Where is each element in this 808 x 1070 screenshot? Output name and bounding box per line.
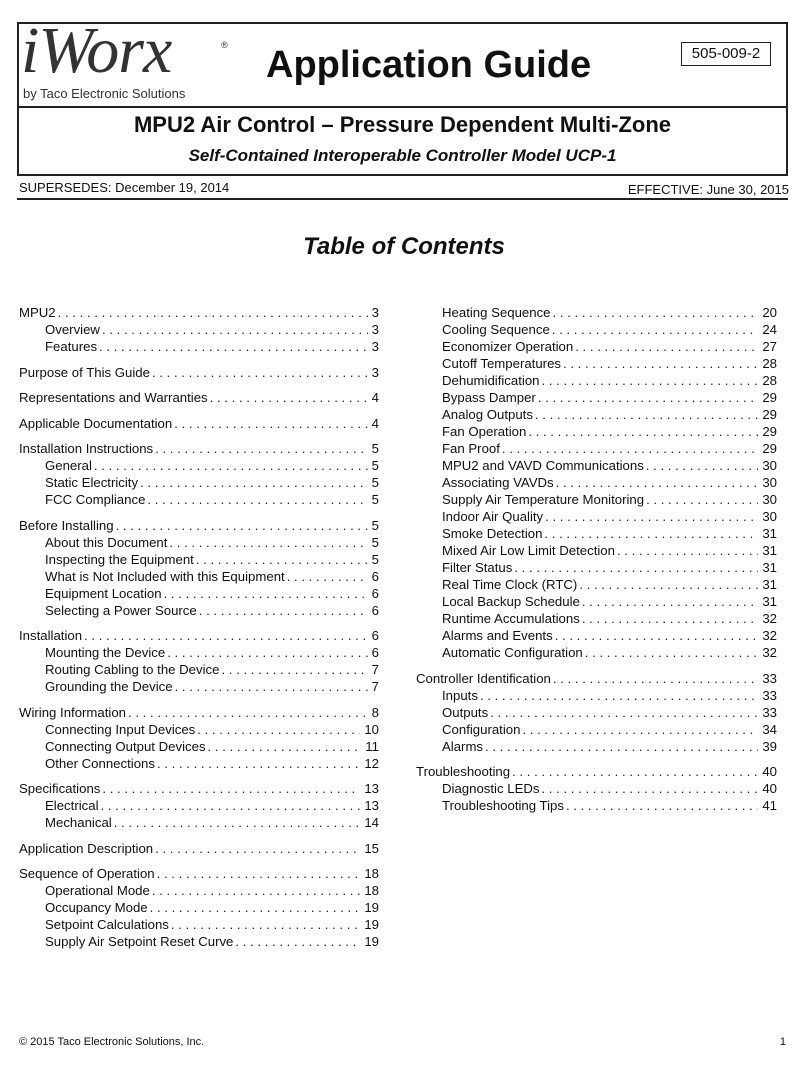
document-type-title: Application Guide: [266, 44, 592, 86]
toc-entry[interactable]: [19, 389, 379, 406]
toc-entry-page: 18: [364, 866, 379, 881]
toc-dot-leader: [563, 355, 758, 372]
document-subtitle: Self-Contained Interoperable Controller Model UCP-1: [188, 146, 617, 165]
toc-entry[interactable]: [19, 704, 379, 721]
toc-entry-label: Mechanical: [45, 815, 112, 830]
toc-dot-leader: [566, 797, 758, 814]
toc-entry-label: Fan Proof: [442, 441, 500, 456]
toc-dot-leader: [617, 542, 758, 559]
toc-dot-leader: [99, 338, 368, 355]
toc-entry[interactable]: [442, 704, 777, 721]
toc-dot-leader: [155, 840, 360, 857]
toc-entry-label: Associating VAVDs: [442, 475, 554, 490]
toc-entry-page: 3: [371, 365, 379, 380]
toc-entry-label: Before Installing: [19, 518, 114, 533]
toc-entry[interactable]: [442, 406, 777, 423]
toc-entry[interactable]: [45, 933, 379, 950]
toc-entry-label: Bypass Damper: [442, 390, 536, 405]
toc-entry[interactable]: [442, 610, 777, 627]
toc-entry-page: 19: [364, 900, 379, 915]
toc-entry[interactable]: [442, 440, 777, 457]
toc-entry-page: 15: [364, 841, 379, 856]
toc-entry[interactable]: [19, 364, 379, 381]
supersedes-date: SUPERSEDES: December 19, 2014: [19, 180, 230, 195]
toc-entry-label: Diagnostic LEDs: [442, 781, 540, 796]
toc-entry-label: Setpoint Calculations: [45, 917, 169, 932]
toc-dot-leader: [155, 440, 368, 457]
toc-entry[interactable]: [45, 882, 379, 899]
toc-entry[interactable]: [19, 627, 379, 644]
toc-entry[interactable]: [442, 687, 777, 704]
toc-entry[interactable]: [45, 644, 379, 661]
toc-entry-page: 10: [364, 722, 379, 737]
toc-entry[interactable]: [416, 763, 777, 780]
toc-entry[interactable]: [442, 780, 777, 797]
toc-dot-leader: [174, 415, 367, 432]
toc-dot-leader: [196, 551, 368, 568]
toc-dot-leader: [152, 882, 360, 899]
toc-entry-page: 31: [762, 560, 777, 575]
toc-entry[interactable]: [19, 304, 379, 321]
toc-dot-leader: [582, 610, 759, 627]
toc-entry[interactable]: [45, 755, 379, 772]
toc-entry-page: 30: [762, 475, 777, 490]
toc-dot-leader: [555, 627, 759, 644]
toc-entry-page: 29: [762, 390, 777, 405]
toc-entry[interactable]: [442, 542, 777, 559]
toc-entry-page: 11: [365, 739, 379, 754]
toc-entry-label: Cooling Sequence: [442, 322, 550, 337]
toc-dot-leader: [542, 372, 759, 389]
toc-entry-label: Features: [45, 339, 98, 354]
toc-entry-label: Filter Status: [442, 560, 513, 575]
toc-entry[interactable]: [45, 797, 379, 814]
toc-entry-label: FCC Compliance: [45, 492, 146, 507]
toc-entry-label: What is Not Included with this Equipment: [45, 569, 285, 584]
toc-dot-leader: [646, 491, 758, 508]
toc-dot-leader: [512, 763, 758, 780]
toc-entry-label: Dehumidification: [442, 373, 540, 388]
toc-entry-label: Supply Air Setpoint Reset Curve: [45, 934, 234, 949]
toc-entry-label: Sequence of Operation: [19, 866, 155, 881]
toc-dot-leader: [585, 644, 759, 661]
toc-entry-page: 20: [762, 305, 777, 320]
toc-dot-leader: [582, 593, 758, 610]
toc-dot-leader: [235, 933, 360, 950]
toc-dot-leader: [541, 780, 758, 797]
toc-entry-page: 19: [364, 934, 379, 949]
toc-entry-label: Outputs: [442, 705, 489, 720]
toc-entry-page: 6: [371, 645, 379, 660]
toc-entry[interactable]: [19, 415, 379, 432]
toc-entry-label: Smoke Detection: [442, 526, 543, 541]
toc-entry-label: Wiring Information: [19, 705, 127, 720]
toc-dot-leader: [538, 389, 759, 406]
toc-dot-leader: [116, 517, 368, 534]
toc-dot-leader: [169, 534, 367, 551]
toc-entry-label: General: [45, 458, 92, 473]
toc-entry-page: 41: [762, 798, 777, 813]
toc-entry-page: 39: [762, 739, 777, 754]
toc-entry[interactable]: [45, 602, 379, 619]
toc-entry-label: Inputs: [442, 688, 478, 703]
toc-entry[interactable]: [442, 389, 777, 406]
toc-dot-leader: [175, 678, 368, 695]
toc-dot-leader: [485, 738, 758, 755]
toc-entry-page: 30: [762, 509, 777, 524]
toc-entry-page: 19: [364, 917, 379, 932]
toc-dot-leader: [208, 738, 362, 755]
toc-dot-leader: [545, 508, 758, 525]
logo-tagline: by Taco Electronic Solutions: [23, 86, 186, 101]
toc-dot-leader: [150, 899, 361, 916]
toc-entry[interactable]: [45, 457, 379, 474]
toc-entry-label: Other Connections: [45, 756, 155, 771]
toc-dot-leader: [514, 559, 758, 576]
toc-entry-page: 29: [762, 424, 777, 439]
toc-entry-label: Selecting a Power Source: [45, 603, 197, 618]
toc-dot-leader: [152, 364, 368, 381]
toc-entry-page: 5: [371, 535, 379, 550]
toc-entry-label: Applicable Documentation: [19, 416, 173, 431]
toc-entry-page: 32: [762, 628, 777, 643]
toc-dot-leader: [140, 474, 368, 491]
toc-entry-page: 32: [762, 611, 777, 626]
toc-dot-leader: [157, 865, 361, 882]
toc-dot-leader: [102, 321, 368, 338]
toc-entry-label: MPU2 and VAVD Communications: [442, 458, 644, 473]
toc-entry[interactable]: [442, 559, 777, 576]
toc-dot-leader: [114, 814, 361, 831]
toc-entry-page: 8: [371, 705, 379, 720]
toc-entry[interactable]: [442, 338, 777, 355]
toc-entry[interactable]: [19, 780, 379, 797]
toc-dot-leader: [490, 704, 758, 721]
toc-entry-label: Operational Mode: [45, 883, 150, 898]
toc-dot-leader: [544, 525, 758, 542]
toc-entry[interactable]: [416, 670, 777, 687]
toc-entry[interactable]: [45, 551, 379, 568]
toc-entry-page: 14: [364, 815, 379, 830]
effective-date: EFFECTIVE: June 30, 2015: [627, 182, 789, 197]
toc-entry-page: 5: [371, 458, 379, 473]
toc-dot-leader: [197, 721, 360, 738]
toc-entry[interactable]: [442, 372, 777, 389]
toc-entry[interactable]: [442, 423, 777, 440]
toc-entry[interactable]: [45, 678, 379, 695]
toc-entry-label: Routing Cabling to the Device: [45, 662, 220, 677]
toc-entry[interactable]: [45, 814, 379, 831]
header-box: [17, 14, 788, 176]
toc-entry-page: 30: [762, 458, 777, 473]
toc-entry-page: 5: [371, 475, 379, 490]
toc-dot-leader: [575, 338, 758, 355]
toc-entry-page: 40: [762, 764, 777, 779]
toc-entry-page: 3: [371, 305, 379, 320]
toc-entry[interactable]: [442, 797, 777, 814]
toc-entry[interactable]: [442, 321, 777, 338]
toc-dot-leader: [556, 474, 759, 491]
toc-entry-page: 31: [762, 526, 777, 541]
toc-entry[interactable]: [442, 525, 777, 542]
toc-dot-leader: [221, 661, 367, 678]
toc-entry[interactable]: [19, 840, 379, 857]
toc-dot-leader: [502, 440, 758, 457]
toc-entry-page: 3: [371, 322, 379, 337]
toc-dot-leader: [210, 389, 368, 406]
toc-entry-page: 33: [762, 671, 777, 686]
toc-entry-label: Troubleshooting Tips: [442, 798, 564, 813]
toc-entry-page: 33: [762, 688, 777, 703]
toc-entry-label: Mixed Air Low Limit Detection: [442, 543, 615, 558]
toc-entry-label: Real Time Clock (RTC): [442, 577, 578, 592]
logo-registered-mark: ®: [221, 40, 228, 50]
toc-entry-label: Local Backup Schedule: [442, 594, 580, 609]
toc-entry-page: 7: [371, 679, 379, 694]
toc-entry-page: 5: [371, 441, 379, 456]
toc-dot-leader: [553, 304, 759, 321]
toc-entry-page: 24: [762, 322, 777, 337]
toc-entry-label: MPU2: [19, 305, 56, 320]
footer-page-number: 1: [779, 1036, 786, 1048]
toc-entry-page: 28: [762, 373, 777, 388]
toc-entry-label: Overview: [45, 322, 100, 337]
toc-entry-page: 33: [762, 705, 777, 720]
toc-entry-label: Static Electricity: [45, 475, 139, 490]
toc-entry[interactable]: [45, 899, 379, 916]
toc-entry[interactable]: [442, 627, 777, 644]
toc-entry-page: 18: [364, 883, 379, 898]
toc-dot-leader: [167, 644, 367, 661]
toc-dot-leader: [522, 721, 758, 738]
header-divider: [17, 198, 788, 200]
toc-entry-page: 40: [762, 781, 777, 796]
toc-entry-page: 31: [762, 594, 777, 609]
toc-entry[interactable]: [442, 474, 777, 491]
toc-entry-label: Grounding the Device: [45, 679, 173, 694]
toc-entry-page: 31: [762, 577, 777, 592]
toc-entry-label: Alarms: [442, 739, 484, 754]
toc-entry-label: Electrical: [45, 798, 99, 813]
toc-entry-label: Heating Sequence: [442, 305, 551, 320]
toc-entry[interactable]: [45, 474, 379, 491]
toc-entry-label: Configuration: [442, 722, 521, 737]
toc-dot-leader: [157, 755, 360, 772]
toc-entry-label: Application Description: [19, 841, 154, 856]
toc-entry[interactable]: [45, 321, 379, 338]
iworx-logo: iWorx: [21, 14, 172, 87]
toc-entry-page: 12: [364, 756, 379, 771]
toc-dot-leader: [480, 687, 758, 704]
toc-entry-label: Representations and Warranties: [19, 390, 208, 405]
toc-dot-leader: [552, 321, 759, 338]
toc-dot-leader: [535, 406, 758, 423]
toc-entry[interactable]: [45, 338, 379, 355]
toc-dot-leader: [84, 627, 368, 644]
toc-entry-label: Automatic Configuration: [442, 645, 583, 660]
toc-entry[interactable]: [442, 457, 777, 474]
toc-entry[interactable]: [45, 585, 379, 602]
toc-entry[interactable]: [442, 508, 777, 525]
toc-dot-leader: [147, 491, 367, 508]
toc-dot-leader: [102, 780, 360, 797]
toc-entry-label: Inspecting the Equipment: [45, 552, 194, 567]
toc-dot-leader: [287, 568, 368, 585]
toc-dot-leader: [579, 576, 758, 593]
toc-entry[interactable]: [19, 440, 379, 457]
toc-entry[interactable]: [45, 916, 379, 933]
toc-dot-leader: [553, 670, 758, 687]
toc-entry-page: 34: [762, 722, 777, 737]
toc-entry[interactable]: [19, 865, 379, 882]
toc-dot-leader: [94, 457, 368, 474]
toc-entry-page: 28: [762, 356, 777, 371]
toc-entry-label: Economizer Operation: [442, 339, 574, 354]
toc-entry-page: 5: [371, 492, 379, 507]
document-number: 505-009-2: [681, 42, 771, 66]
toc-entry-label: Equipment Location: [45, 586, 162, 601]
toc-entry-page: 32: [762, 645, 777, 660]
toc-entry-page: 3: [371, 339, 379, 354]
toc-entry-label: Occupancy Mode: [45, 900, 148, 915]
footer-copyright: © 2015 Taco Electronic Solutions, Inc.: [19, 1036, 205, 1048]
toc-entry-label: Controller Identification: [416, 671, 551, 686]
toc-entry-label: Installation Instructions: [19, 441, 154, 456]
toc-entry[interactable]: [45, 491, 379, 508]
toc-entry[interactable]: [45, 661, 379, 678]
toc-entry-label: Connecting Output Devices: [45, 739, 206, 754]
toc-entry[interactable]: [442, 721, 777, 738]
toc-entry[interactable]: [45, 534, 379, 551]
toc-entry-page: 27: [762, 339, 777, 354]
toc-entry-page: 6: [371, 628, 379, 643]
toc-entry-page: 6: [371, 586, 379, 601]
toc-entry-page: 13: [364, 781, 379, 796]
toc-entry-page: 30: [762, 492, 777, 507]
toc-entry-page: 5: [371, 552, 379, 567]
toc-entry-page: 29: [762, 407, 777, 422]
toc-entry-page: 7: [371, 662, 379, 677]
toc-entry-label: Alarms and Events: [442, 628, 553, 643]
toc-entry-label: Indoor Air Quality: [442, 509, 544, 524]
toc-entry[interactable]: [442, 738, 777, 755]
toc-entry[interactable]: [442, 355, 777, 372]
toc-title: Table of Contents: [303, 233, 505, 260]
toc-entry-label: Troubleshooting: [416, 764, 511, 779]
toc-entry-page: 6: [371, 569, 379, 584]
toc-entry-label: Purpose of This Guide: [19, 365, 150, 380]
toc-entry[interactable]: [442, 593, 777, 610]
toc-dot-leader: [128, 704, 368, 721]
toc-entry-label: Runtime Accumulations: [442, 611, 580, 626]
toc-entry[interactable]: [442, 304, 777, 321]
toc-entry[interactable]: [442, 491, 777, 508]
toc-entry-page: 4: [371, 416, 379, 431]
toc-entry[interactable]: [442, 576, 777, 593]
document-title: MPU2 Air Control – Pressure Dependent Multi-Zone: [133, 112, 672, 137]
toc-entry-page: 4: [371, 390, 379, 405]
toc-entry-label: Analog Outputs: [442, 407, 533, 422]
toc-entry-label: Installation: [19, 628, 83, 643]
toc-dot-leader: [58, 304, 368, 321]
toc-dot-leader: [646, 457, 759, 474]
toc-entry-label: Specifications: [19, 781, 101, 796]
toc-entry-page: 13: [364, 798, 379, 813]
toc-entry-page: 5: [371, 518, 379, 533]
toc-entry-label: Supply Air Temperature Monitoring: [442, 492, 645, 507]
toc-entry[interactable]: [442, 644, 777, 661]
toc-dot-leader: [199, 602, 368, 619]
toc-entry[interactable]: [45, 568, 379, 585]
toc-dot-leader: [101, 797, 361, 814]
toc-entry-page: 31: [762, 543, 777, 558]
toc-dot-leader: [528, 423, 758, 440]
toc-entry-label: Connecting Input Devices: [45, 722, 196, 737]
toc-entry-page: 29: [762, 441, 777, 456]
toc-entry[interactable]: [45, 721, 379, 738]
toc-entry-label: Mounting the Device: [45, 645, 166, 660]
toc-entry[interactable]: [45, 738, 379, 755]
toc-entry-label: Fan Operation: [442, 424, 527, 439]
toc-entry-page: 6: [371, 603, 379, 618]
toc-entry-label: About this Document: [45, 535, 168, 550]
toc-dot-leader: [164, 585, 368, 602]
toc-entry[interactable]: [19, 517, 379, 534]
toc-entry-label: Cutoff Temperatures: [442, 356, 561, 371]
toc-dot-leader: [171, 916, 360, 933]
